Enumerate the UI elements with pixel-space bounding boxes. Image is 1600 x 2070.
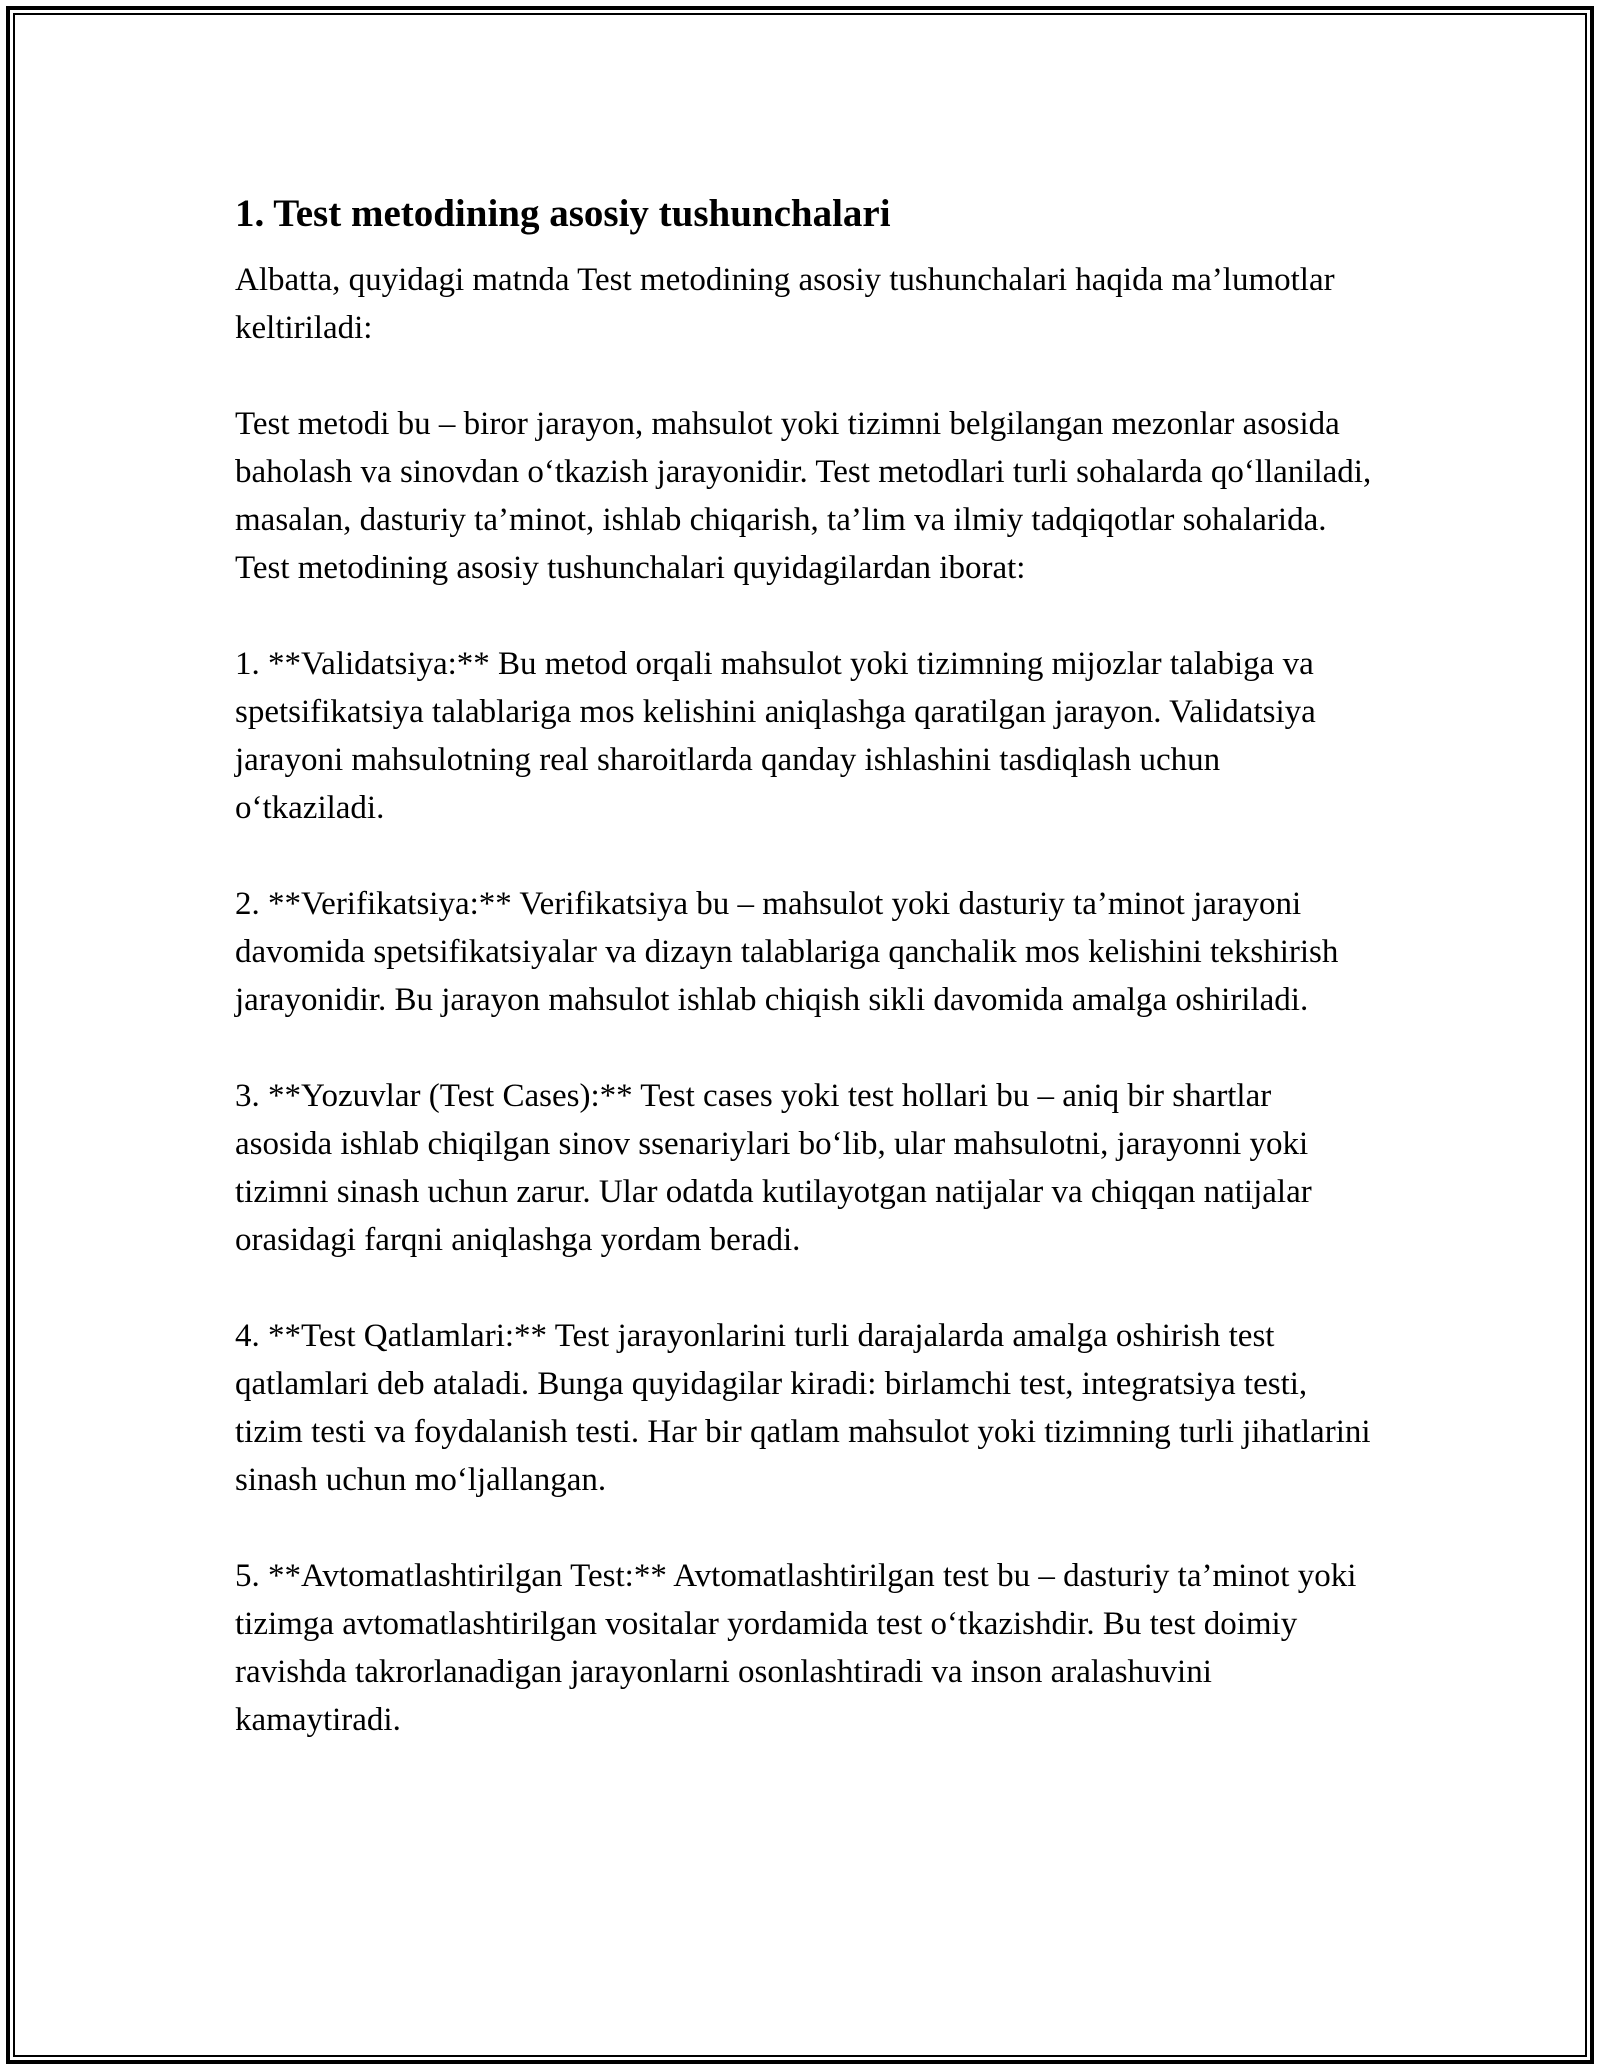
definition-paragraph: Test metodi bu – biror jarayon, mahsulot yoki tizimni belgilangan mezonlar asosida baholash va sinovdan o‘tkazish jarayonidir. Test metodlari turli sohalarda qo‘llaniladi, masalan, dasturiy ta’minot, ishlab chiqarish, ta’lim va ilmiy tadqiqotlar sohalarida. Test metodining asosiy tushunchalari quyidagilardan iborat: xyxy=(235,406,1372,586)
item-test-layers: 4. **Test Qatlamlari:** Test jarayonlarini turli darajalarda amalga oshirish test qatlamlari deb ataladi. Bunga quyidagilar kiradi: birlamchi test, integratsiya testi, tizim testi va foydalanish testi. Har bir qatlam mahsulot yoki tizimning turli jihatlarini sinash uchun mo‘ljallangan. xyxy=(235,1318,1371,1498)
item-automated-test: 5. **Avtomatlashtirilgan Test:** Avtomatlashtirilgan test bu – dasturiy ta’minot yoki tizimga avtomatlashtirilgan vositalar yordamida test o‘tkazishdir. Bu test doimiy ravishda takrorlanadigan jarayonlarni osonlashtiradi va inson aralashuvini kamaytiradi. xyxy=(235,1558,1357,1738)
intro-paragraph: Albatta, quyidagi matnda Test metodining asosiy tushunchalari haqida ma’lumotlar keltiriladi: xyxy=(235,262,1335,346)
item-test-cases: 3. **Yozuvlar (Test Cases):** Test cases yoki test hollari bu – aniq bir shartlar asosida ishlab chiqilgan sinov ssenariylari bo‘lib, ular mahsulotni, jarayonni yoki tizimni sinash uchun zarur. Ular odatda kutilayotgan natijalar va chiqqan natijalar orasidagi farqni aniqlashga yordam beradi. xyxy=(235,1078,1312,1258)
item-verification: 2. **Verifikatsiya:** Verifikatsiya bu – mahsulot yoki dasturiy ta’minot jarayoni davomida spetsifikatsiyalar va dizayn talablariga qanchalik mos kelishini tekshirish jarayonidir. Bu jarayon mahsulot ishlab chiqish sikli davomida amalga oshiriladi. xyxy=(235,886,1339,1018)
item-validation: 1. **Validatsiya:** Bu metod orqali mahsulot yoki tizimning mijozlar talabiga va spetsifikatsiya talablariga mos kelishini aniqlashga qaratilgan jarayon. Validatsiya jarayoni mahsulotning real sharoitlarda qanday ishlashini tasdiqlash uchun o‘tkaziladi. xyxy=(235,646,1316,826)
section-heading: 1. Test metodining asosiy tushunchalari xyxy=(235,192,891,235)
document-body xyxy=(235,190,1375,1744)
